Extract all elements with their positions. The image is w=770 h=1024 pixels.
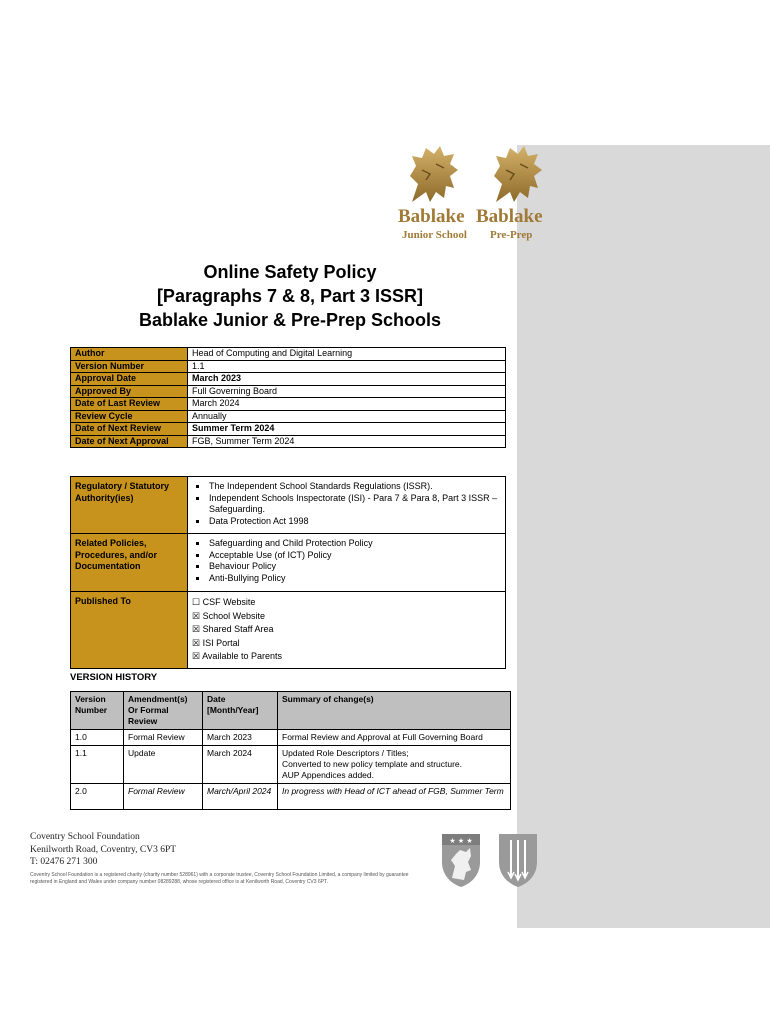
table-row xyxy=(71,784,511,810)
lion-crest-icon xyxy=(484,140,550,206)
table-row xyxy=(71,373,506,386)
list-item: ▪ Acceptable Use (of ICT) Policy xyxy=(208,550,501,562)
table-row xyxy=(71,360,506,373)
publish-option: ☒ ISI Portal xyxy=(192,637,240,648)
detail-value: Annually xyxy=(188,410,506,423)
list-item: ▪ Safeguarding and Child Protection Policy xyxy=(208,538,501,550)
charity-notice: Coventry School Foundation is a registered charity (charity number 528961) with a corporate trustee, Coventry School Foundation Limited, a company limited by guarantee registered in England and Wales under company number 08289288, whose registered office is at Kenilworth Road, Coventry CV3 6PT. xyxy=(30,872,409,885)
detail-key: Version Number xyxy=(71,360,188,373)
table-row xyxy=(71,477,506,534)
checked-box-icon: ☒ xyxy=(192,610,201,621)
policy-title xyxy=(70,260,510,332)
table-row xyxy=(71,423,506,436)
detail-key: Author xyxy=(71,348,188,361)
policy-details-table xyxy=(70,347,506,448)
date-cell: March 2023 xyxy=(203,730,278,746)
detail-value: March 2024 xyxy=(188,398,506,411)
column-header: Date [Month/Year] xyxy=(203,692,278,730)
table-row xyxy=(71,348,506,361)
policy-references-table xyxy=(70,476,506,669)
table-row xyxy=(71,592,506,669)
table-row xyxy=(71,410,506,423)
svg-text:★ ★ ★: ★ ★ ★ xyxy=(449,837,473,845)
unchecked-box-icon: ☐ xyxy=(192,597,201,607)
detail-key: Approval Date xyxy=(71,373,188,386)
lion-crest-icon xyxy=(400,140,466,206)
publish-option: ☐ CSF Website xyxy=(192,597,256,607)
foundation-street: Kenilworth Road, Coventry, CV3 6PT xyxy=(30,844,177,855)
table-row xyxy=(71,398,506,411)
list-item: ▪ Independent Schools Inspectorate (ISI) - Para 7 & Para 8, Part 3 ISSR – Safeguarding. xyxy=(208,493,501,516)
table-row xyxy=(71,746,511,784)
detail-key: Date of Last Review xyxy=(71,398,188,411)
table-header-row xyxy=(71,692,511,730)
margin-panel xyxy=(517,0,770,928)
detail-value: Head of Computing and Digital Learning xyxy=(188,348,506,361)
detail-value: Full Governing Board xyxy=(188,385,506,398)
summary-cell: In progress with Head of ICT ahead of FGB, Summer Term xyxy=(278,784,511,810)
amendment-cell: Formal Review xyxy=(124,730,203,746)
list-item: ▪ Anti-Bullying Policy xyxy=(208,573,501,585)
title-line-3: Bablake Junior & Pre-Prep Schools xyxy=(138,310,442,330)
foundation-shield-icon xyxy=(497,832,539,888)
brand-sub-preprep: Pre-Prep xyxy=(490,229,533,241)
foundation-address xyxy=(30,831,176,869)
version-cell: 2.0 xyxy=(71,784,124,810)
version-history-heading: VERSION HISTORY xyxy=(70,672,158,683)
publish-option: ☒ Available to Parents xyxy=(192,651,282,661)
column-header: Version Number xyxy=(71,692,124,730)
foundation-phone: T: 02476 271 300 xyxy=(30,857,98,867)
publish-option: ☒ Shared Staff Area xyxy=(192,624,274,634)
summary-cell: Updated Role Descriptors / Titles; Converted to new policy template and structure. AUP Appendices added. xyxy=(278,746,511,784)
version-cell: 1.1 xyxy=(71,746,124,784)
foundation-shield-icon xyxy=(440,832,482,888)
list-item: ▪ Behaviour Policy xyxy=(208,561,501,573)
amendment-cell: Formal Review xyxy=(124,784,203,810)
table-row xyxy=(71,534,506,592)
title-line-2: [Paragraphs 7 & 8, Part 3 ISSR] xyxy=(156,286,424,306)
date-cell: March/April 2024 xyxy=(203,784,278,810)
title-line-1: Online Safety Policy xyxy=(203,262,377,282)
brand-name-junior: Bablake xyxy=(398,206,465,227)
detail-value: March 2023 xyxy=(188,373,506,386)
date-cell: March 2024 xyxy=(203,746,278,784)
checked-box-icon: ☒ xyxy=(192,651,201,661)
summary-cell: Formal Review and Approval at Full Governing Board xyxy=(278,730,511,746)
checked-box-icon: ☒ xyxy=(192,637,201,648)
checked-box-icon: ☒ xyxy=(192,624,201,634)
detail-key: Review Cycle xyxy=(71,410,188,423)
table-row xyxy=(71,385,506,398)
publish-option: ☒ School Website xyxy=(192,610,265,621)
version-cell: 1.0 xyxy=(71,730,124,746)
amendment-cell: Update xyxy=(124,746,203,784)
regulatory-key: Regulatory / Statutory Authority(ies) xyxy=(71,477,188,534)
related-key: Related Policies, Procedures, and/or Documentation xyxy=(71,534,188,592)
published-key: Published To xyxy=(71,592,188,669)
regulatory-list xyxy=(192,481,501,527)
brand-name-preprep: Bablake xyxy=(476,206,543,227)
column-header: Amendment(s) Or Formal Review xyxy=(124,692,203,730)
detail-value: Summer Term 2024 xyxy=(188,423,506,436)
foundation-name: Coventry School Foundation xyxy=(30,832,140,842)
detail-key: Approved By xyxy=(71,385,188,398)
list-item: ▪ Data Protection Act 1998 xyxy=(208,516,501,528)
list-item: ▪ The Independent School Standards Regulations (ISSR). xyxy=(208,481,501,493)
detail-value: 1.1 xyxy=(188,360,506,373)
detail-key: Date of Next Review xyxy=(71,423,188,436)
column-header: Summary of change(s) xyxy=(278,692,511,730)
detail-key: Date of Next Approval xyxy=(71,435,188,448)
table-row xyxy=(71,730,511,746)
detail-value: FGB, Summer Term 2024 xyxy=(188,435,506,448)
brand-sub-junior: Junior School xyxy=(402,229,467,241)
version-history-table xyxy=(70,691,511,810)
related-list xyxy=(192,538,501,584)
table-row xyxy=(71,435,506,448)
